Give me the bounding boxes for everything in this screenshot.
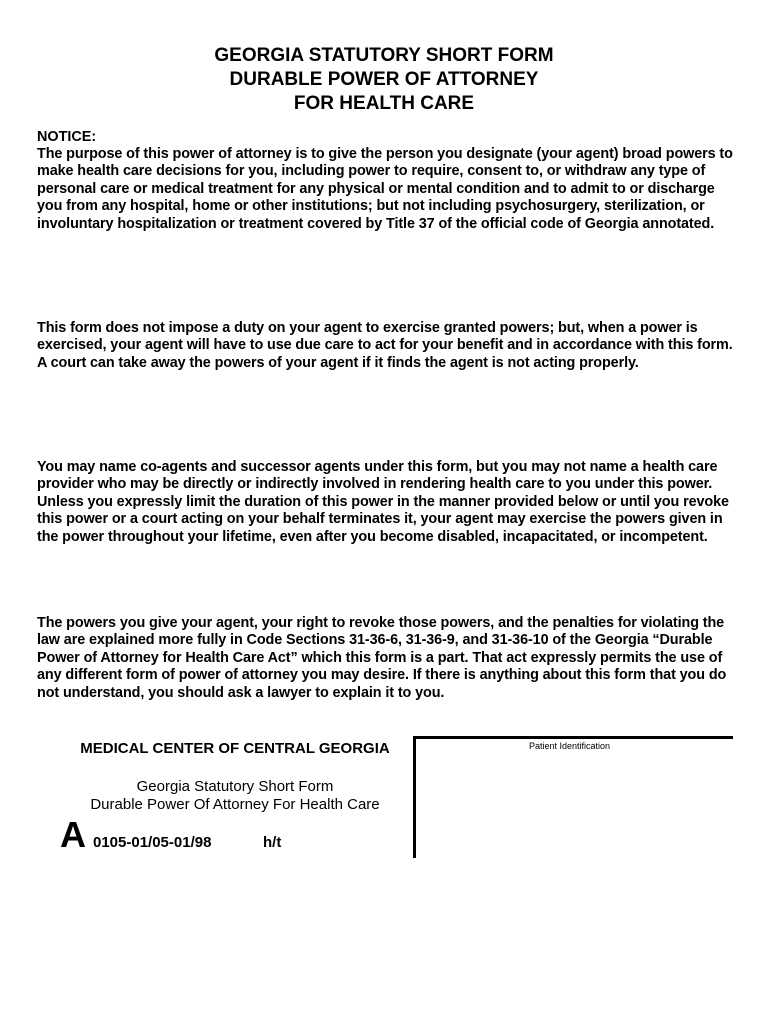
form-code: 0105-01/05-01/98 bbox=[93, 834, 212, 851]
notice-paragraph-powers-law: The powers you give your agent, your right to revoke those powers, and the penalties for violating the law are explained more fully in Code Sections 31-36-6, 31-36-9, and 31-36-10 of the Georgia “Durable Power of Attorney for Health Care Act” which this form is a part. That act expressly permits the use of any different form of power of attorney you may desire. If there is anything about this form that you do not understand, you should ask a lawyer to explain it to you. bbox=[37, 615, 727, 701]
document-title-line-3: FOR HEALTH CARE bbox=[293, 93, 475, 114]
form-title-line-2: Durable Power Of Attorney For Health Care bbox=[90, 796, 380, 813]
patient-identification-box bbox=[413, 736, 733, 858]
form-letter: A bbox=[60, 814, 86, 855]
notice-paragraph-purpose: The purpose of this power of attorney is to give the person you designate (your agent) broad powers to make health care decisions for you, including power to require, consent to, or withdraw any type of personal care or medical treatment for any physical or mental condition and to admit to or discharge you from any hospital, home or other institutions; but not including psychosurgery, sterilization, or involuntary hospitalization or treatment covered by Title 37 of the official code of Georgia annotated. bbox=[37, 146, 733, 232]
medical-center-name: MEDICAL CENTER OF CENTRAL GEORGIA bbox=[80, 740, 390, 757]
form-footer-block bbox=[60, 740, 410, 814]
form-code-row bbox=[60, 815, 420, 859]
notice-paragraph-duty: This form does not impose a duty on your agent to exercise granted powers; but, when a power is exercised, your agent will have to use due care to act for your benefit and in accordance with this form. A court can take away the powers of your agent if it finds the agent is not acting properly. bbox=[37, 320, 733, 371]
document-title-line-1: GEORGIA STATUTORY SHORT FORM bbox=[214, 45, 554, 66]
document-title-line-2: DURABLE POWER OF ATTORNEY bbox=[229, 69, 539, 90]
form-suffix: h/t bbox=[263, 834, 282, 851]
notice-heading: NOTICE: bbox=[37, 129, 97, 145]
form-title-line-1: Georgia Statutory Short Form bbox=[136, 778, 334, 795]
notice-paragraph-co-agents: You may name co-agents and successor agents under this form, but you may not name a health care provider who may be directly or indirectly involved in rendering health care to you under this power. Unless you expressly limit the duration of this power in the manner provided below or until you revoke this power or a court acting on your behalf terminates it, your agent may exercise the powers given in the power throughout your lifetime, even after you become disabled, incapacitated, or incompetent. bbox=[37, 459, 729, 545]
patient-identification-label: Patient Identification bbox=[529, 741, 611, 751]
